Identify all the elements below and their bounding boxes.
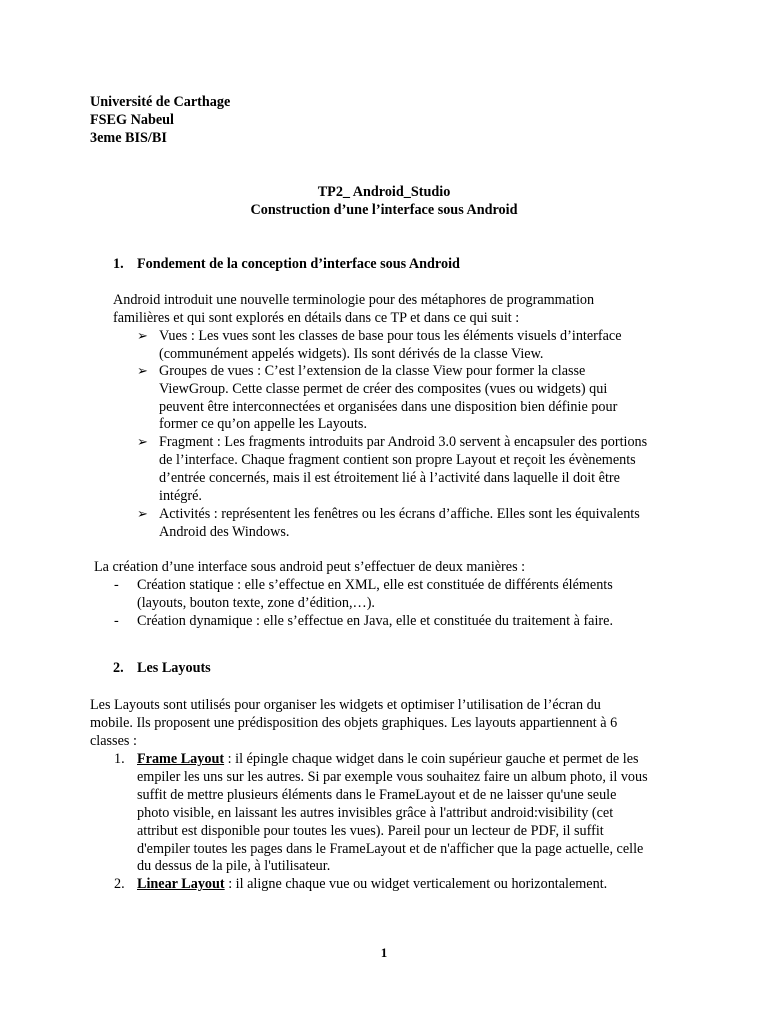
arrow-bullet-icon: ➢ xyxy=(137,363,148,378)
list-item-line: Création dynamique : elle s’effectue en Java, elle et constituée du traitement à faire. xyxy=(137,613,613,629)
list-item-line: de l’interface. Chaque fragment contient son propre Layout et reçoit les évènements xyxy=(159,452,636,468)
list-item-line: Android des Windows. xyxy=(159,524,290,540)
list-item-line: d’entrée concernés, mais il est étroitement lié à l’activité dans laquelle il doit être xyxy=(159,470,620,486)
document-title: TP2_ Android_Studio xyxy=(317,184,451,200)
list-item-line: Activités : représentent les fenêtres ou les écrans d’affiche. Elles sont les équivalents xyxy=(159,506,640,522)
arrow-bullet-icon: ➢ xyxy=(137,328,148,343)
list-number: 1. xyxy=(114,751,125,767)
section-number: 1. xyxy=(113,256,124,272)
arrow-bullet-icon: ➢ xyxy=(137,434,148,449)
document-subtitle: Construction d’une l’interface sous Android xyxy=(250,202,518,218)
layout-term: Frame Layout xyxy=(137,751,225,767)
list-item-line: photo visible, en laissant les autres invisibles grâce à l'attribut android:visibility (cet xyxy=(137,805,614,821)
dash-bullet: - xyxy=(114,613,119,629)
faculty-name: FSEG Nabeul xyxy=(90,112,174,128)
paragraph-line: familières et qui sont explorés en détails dans ce TP et dans ce qui suit : xyxy=(113,310,520,326)
paragraph-line: Android introduit une nouvelle terminologie pour des métaphores de programmation xyxy=(113,292,595,308)
list-item-line: Création statique : elle s’effectue en XML, elle est constituée de différents éléments xyxy=(137,577,613,593)
list-item-line xyxy=(137,875,607,893)
list-item-line: suffit de mettre plusieurs éléments dans le FrameLayout et de ne laisser qu'une seule xyxy=(137,787,617,803)
list-item-line: (layouts, bouton texte, zone d’édition,…). xyxy=(137,595,375,611)
list-item-line: peuvent être interconnectées et organisées dans une disposition bien définie pour xyxy=(159,399,618,415)
paragraph-line: Les Layouts sont utilisés pour organiser les widgets et optimiser l’utilisation de l’écran du xyxy=(90,697,601,713)
list-item-line: du dessus de la pile, à l'utilisateur. xyxy=(137,858,331,874)
list-item-line: (communément appelés widgets). Ils sont dérivés de la classe View. xyxy=(159,346,544,362)
section-heading: Fondement de la conception d’interface sous Android xyxy=(137,256,460,272)
layout-term: Linear Layout xyxy=(137,876,225,892)
dash-bullet: - xyxy=(114,577,119,593)
university-name: Université de Carthage xyxy=(90,94,231,110)
paragraph-line: classes : xyxy=(90,733,137,749)
list-item-line: former ce qu’on appelle les Layouts. xyxy=(159,416,368,432)
list-item-line: attribut est disponible pour toutes les vues). Pareil pour un lecteur de PDF, il suffit xyxy=(137,823,604,839)
arrow-bullet-icon: ➢ xyxy=(137,506,148,521)
section-heading: Les Layouts xyxy=(137,660,211,676)
list-item-line: intégré. xyxy=(159,488,202,504)
layout-description: : il aligne chaque vue ou widget verticalement ou horizontalement. xyxy=(224,876,608,892)
list-item-line: Vues : Les vues sont les classes de base pour tous les éléments visuels d’interface xyxy=(159,328,622,344)
class-name: 3eme BIS/BI xyxy=(90,130,167,146)
list-item-line: Fragment : Les fragments introduits par Android 3.0 servent à encapsuler des portions xyxy=(159,434,648,450)
page-number: 1 xyxy=(380,945,388,960)
layout-description: : il épingle chaque widget dans le coin supérieur gauche et permet de les xyxy=(224,751,639,767)
list-number: 2. xyxy=(114,876,125,892)
list-item-line: ViewGroup. Cette classe permet de créer des composites (vues ou widgets) qui xyxy=(159,381,608,397)
list-item-line: Groupes de vues : C’est l’extension de la classe View pour former la classe xyxy=(159,363,586,379)
list-item-line: empiler les uns sur les autres. Si par exemple vous souhaitez faire un album photo, il vous xyxy=(137,769,648,785)
list-item-line: d'empiler toutes les pages dans le FrameLayout et de n'afficher que la page actuelle, celle xyxy=(137,841,644,857)
section-number: 2. xyxy=(113,660,124,676)
paragraph-line: mobile. Ils proposent une prédisposition des objets graphiques. Les layouts appartiennent à 6 xyxy=(90,715,618,731)
paragraph-line: La création d’une interface sous android peut s’effectuer de deux manières : xyxy=(94,559,526,575)
list-item-line xyxy=(137,750,639,768)
